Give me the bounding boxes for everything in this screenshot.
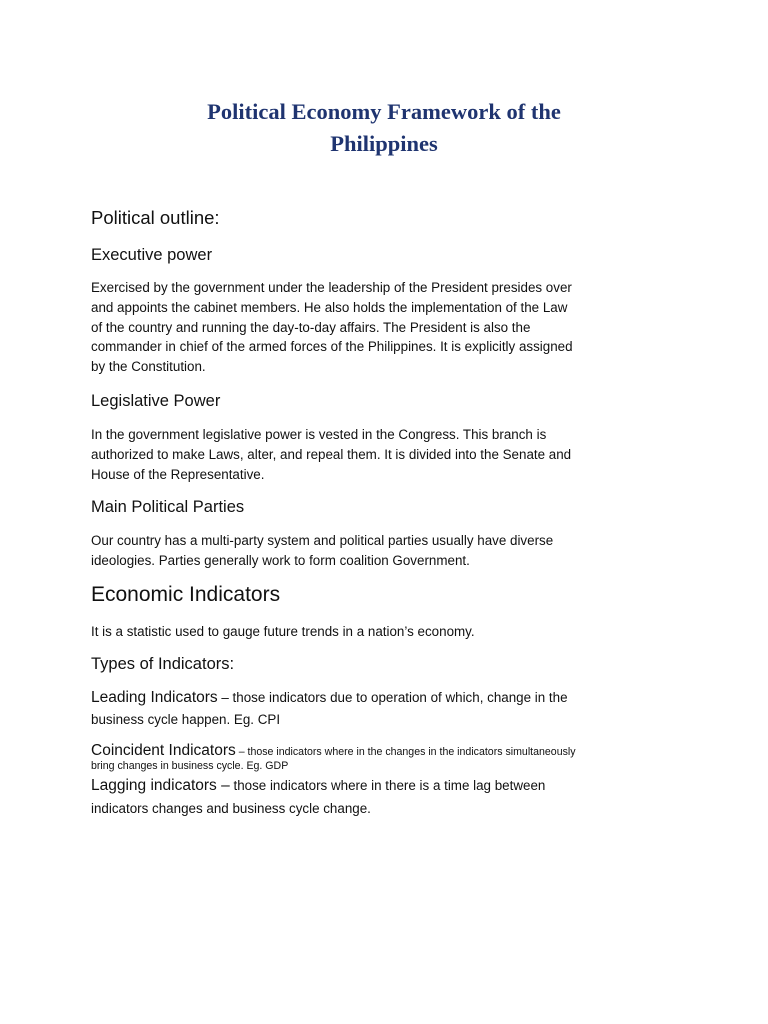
lagging-indicators-text: those indicators where in there is a time lag between — [229, 778, 546, 793]
paragraph-line: of the country and running the day-to-day affairs. The President is also the — [91, 319, 531, 335]
lagging-indicators-line — [91, 776, 711, 796]
paragraph-line: House of the Representative. — [91, 466, 265, 482]
coincident-indicators-text: – those indicators where in the changes in the indicators simultaneously — [235, 746, 576, 758]
title-line-2: Philippines — [330, 131, 438, 156]
paragraph-line: commander in chief of the armed forces of the Philippines. It is explicitly assigned — [91, 339, 573, 355]
leading-indicators-line-2: business cycle happen. Eg. CPI — [91, 712, 281, 727]
paragraph-line: Exercised by the government under the leadership of the President presides over — [91, 280, 572, 295]
paragraph-line: In the government legislative power is vested in the Congress. This branch is — [91, 427, 547, 442]
document-title — [100, 96, 668, 160]
title-line-1: Political Economy Framework of the — [207, 99, 561, 124]
economic-indicators-heading: Economic Indicators — [91, 583, 281, 606]
coincident-indicators-term: Coincident Indicators — [91, 742, 236, 759]
paragraph-line: Our country has a multi-party system and political parties usually have diverse — [91, 533, 554, 548]
political-outline-heading: Political outline: — [91, 207, 220, 228]
legislative-power-paragraph — [91, 425, 691, 484]
lagging-indicators-term: Lagging indicators – — [91, 777, 230, 794]
executive-power-paragraph — [91, 278, 691, 377]
paragraph-line: authorized to make Laws, alter, and repeal them. It is divided into the Senate and — [91, 446, 572, 462]
legislative-power-heading: Legislative Power — [91, 392, 221, 410]
main-political-parties-heading: Main Political Parties — [91, 498, 245, 516]
coincident-indicators-line-2: bring changes in business cycle. Eg. GDP — [91, 760, 289, 772]
paragraph-line: by the Constitution. — [91, 359, 206, 375]
economic-indicators-description: It is a statistic used to gauge future trends in a nation’s economy. — [91, 624, 475, 639]
lagging-indicators-line-2: indicators changes and business cycle change. — [91, 801, 371, 816]
paragraph-line: and appoints the cabinet members. He also holds the implementation of the Law — [91, 299, 568, 315]
paragraph-line: ideologies. Parties generally work to form coalition Government. — [91, 552, 470, 568]
leading-indicators-text: – those indicators due to operation of which, change in the — [217, 690, 568, 705]
executive-power-heading: Executive power — [91, 246, 213, 264]
leading-indicators-term: Leading Indicators — [91, 689, 218, 706]
types-of-indicators-heading: Types of Indicators: — [91, 655, 235, 673]
political-parties-paragraph — [91, 531, 691, 571]
leading-indicators-line — [91, 688, 711, 708]
